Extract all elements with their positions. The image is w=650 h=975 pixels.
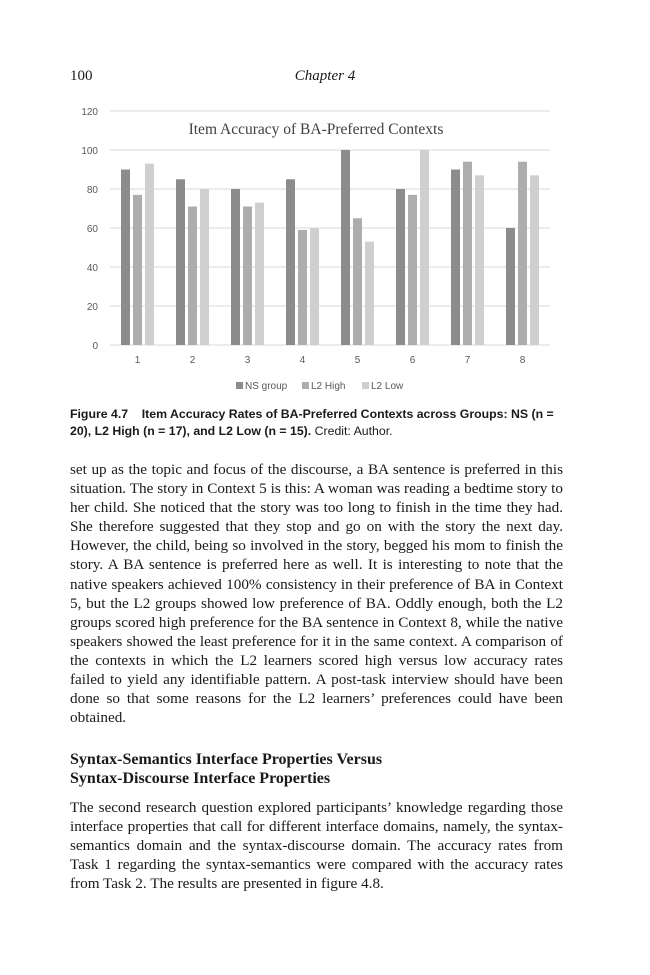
bar-ns-group: [121, 170, 130, 346]
body-paragraph: set up as the topic and focus of the discourse, a BA sentence is preferred in this situation. The story in Context 5 is this: A woman was reading a bedtime story to her child. She noticed that the story was too long to finish in the time they had. She therefore suggested that they stop and go on with the story the next day. However, the child, being so involved in the story, begged his mom to finish the story. A BA sentence is preferred here as well. It is interesting to note that the native speakers achieved 100% consistency in their preference of BA in Context 5, but the L2 groups showed low preference of BA. Oddly enough, both the L2 groups scored high preference for the BA sentence in Context 8, while the native speakers showed the least preference for it in the same context. A comparison of the contexts in which the L2 learners scored high versus low accuracy rates failed to yield any identifiable pattern. A post-task interview should have been done so that some reasons for the L2 learners’ preferences could have been obtained.: [70, 461, 563, 727]
legend-swatch: [236, 382, 243, 389]
body-paragraph: The second research question explored participants’ knowledge regarding those interface properties that call for different interface domains, namely, the syntax-semantics domain and the syntax-discourse domain. The accuracy rates from Task 1 regarding the syntax-semantics were compared with the accuracy rates from Task 2. The results are presented in figure 4.8.: [70, 799, 563, 893]
y-tick-label: 20: [86, 302, 98, 313]
bar-l2-high: [298, 230, 307, 345]
x-tick-label: 5: [354, 355, 361, 366]
figure-credit: Credit: Author.: [314, 424, 393, 438]
y-tick-label: 100: [81, 146, 98, 157]
y-tick-label: 60: [86, 224, 98, 235]
y-tick-label: 0: [92, 341, 98, 352]
bar-l2-low: [365, 242, 374, 345]
legend-swatch: [302, 382, 309, 389]
bar-l2-low: [255, 203, 264, 345]
page-header: [70, 68, 580, 88]
x-tick-label: 6: [409, 355, 416, 366]
bar-ns-group: [341, 150, 350, 345]
legend-label: L2 Low: [371, 381, 404, 392]
chart-title: Item Accuracy of BA-Preferred Contexts: [188, 121, 444, 138]
bar-l2-low: [310, 228, 319, 345]
bar-l2-low: [475, 175, 484, 345]
x-tick-label: 1: [134, 355, 141, 366]
bar-ns-group: [286, 179, 295, 345]
y-tick-label: 120: [81, 107, 98, 118]
bar-l2-low: [530, 175, 539, 345]
bar-l2-high: [463, 162, 472, 345]
bar-l2-low: [200, 189, 209, 345]
bar-l2-high: [188, 207, 197, 345]
x-tick-label: 7: [464, 355, 471, 366]
bar-ns-group: [506, 228, 515, 345]
figure-title: Item Accuracy Rates of BA-Preferred Contexts across Groups: NS (n = 20), L2 High (n = 17), and L2 Low (n = 15).: [70, 407, 554, 438]
bar-l2-high: [133, 195, 142, 345]
chart-legend: [236, 381, 404, 392]
section-heading-line: Syntax-Discourse Interface Properties: [70, 770, 331, 787]
running-head: Chapter 4: [294, 68, 356, 84]
bar-ns-group: [451, 170, 460, 346]
bar-l2-low: [420, 150, 429, 345]
bar-l2-low: [145, 164, 154, 345]
legend-swatch: [362, 382, 369, 389]
bar-l2-high: [408, 195, 417, 345]
x-tick-label: 3: [244, 355, 251, 366]
y-tick-label: 40: [86, 263, 98, 274]
figure-label: Figure 4.7: [70, 407, 129, 421]
x-tick-label: 2: [189, 355, 196, 366]
legend-label: L2 High: [311, 381, 346, 392]
page-number: 100: [70, 68, 93, 84]
bar-ns-group: [176, 179, 185, 345]
legend-label: NS group: [245, 381, 288, 392]
figure-caption: [70, 406, 570, 440]
x-tick-label: 4: [299, 355, 306, 366]
x-tick-label: 8: [519, 355, 526, 366]
bar-l2-high: [518, 162, 527, 345]
y-tick-label: 80: [86, 185, 98, 196]
bar-ns-group: [231, 189, 240, 345]
section-heading: [70, 750, 382, 788]
bar-l2-high: [243, 207, 252, 345]
chart-bars: [121, 150, 539, 345]
bar-l2-high: [353, 218, 362, 345]
bar-ns-group: [396, 189, 405, 345]
bar-chart: [66, 100, 566, 396]
section-heading-line: Syntax-Semantics Interface Properties Versus: [70, 751, 383, 768]
